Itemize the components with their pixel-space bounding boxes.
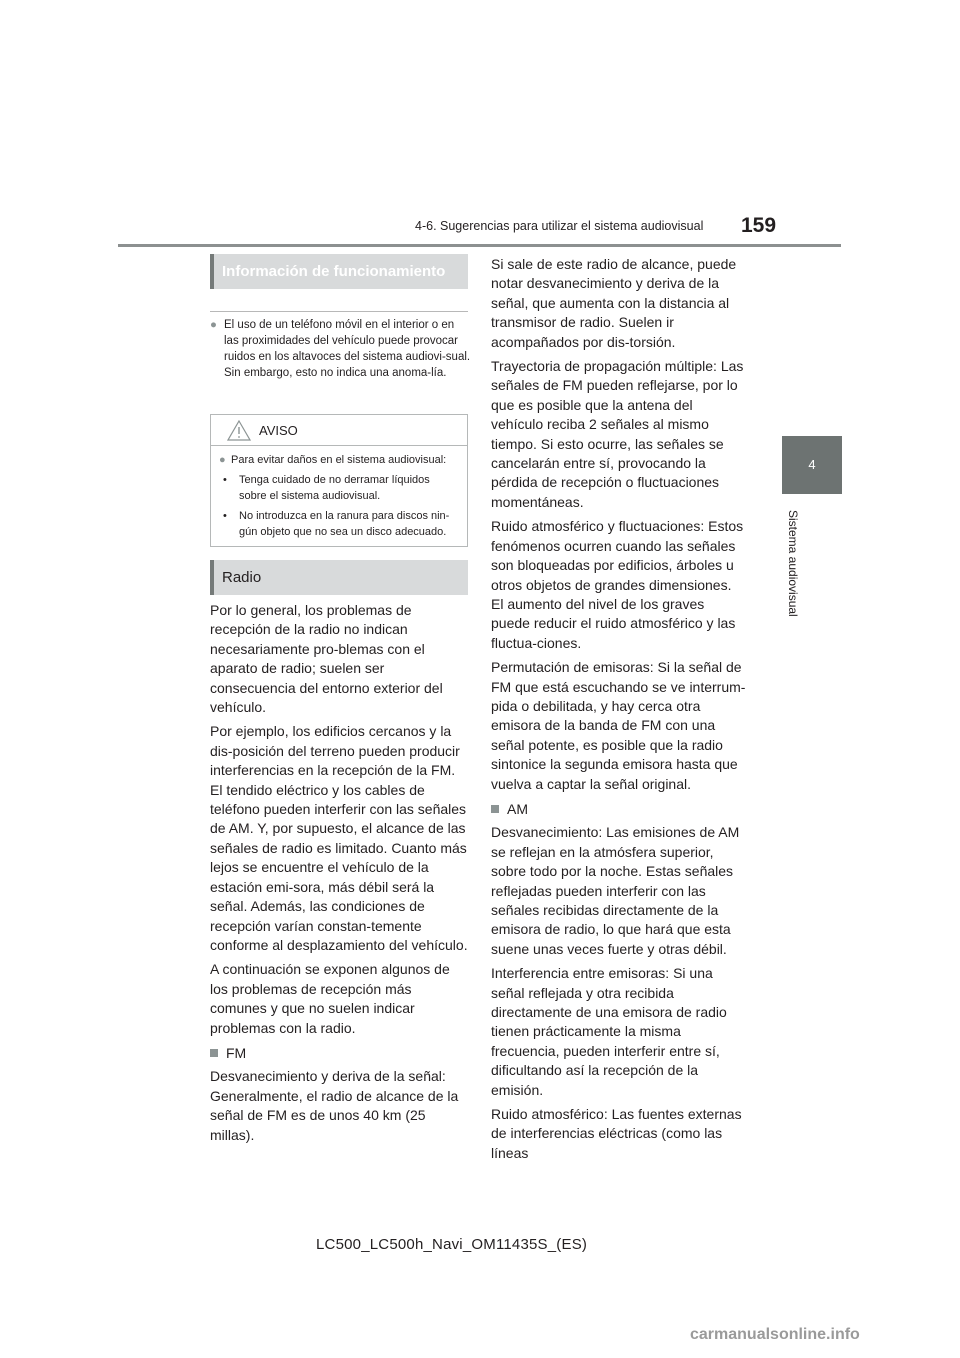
bullet-icon: ● (210, 319, 217, 331)
footer-doc-code: LC500_LC500h_Navi_OM11435S_(ES) (316, 1236, 588, 1253)
radio-section-heading: Radio (210, 560, 468, 595)
aviso-item-text: Tenga cuidado de no derramar líquidos sobre el sistema audiovisual. (239, 474, 430, 502)
paragraph: Permutación de emisoras: Si la señal de FM que está escuchando se ve interrum-pida o debilitada, y hay cerca otra emisora de la banda de FM con una señal potente, es posible que la radio sintonice la segunda emisora hasta que vuelva a captar la señal original. (491, 659, 746, 792)
aviso-bullet (219, 452, 459, 468)
running-header-section: 4-6. Sugerencias para utilizar el sistema audiovisual (415, 219, 704, 233)
aviso-item-text: No introduzca en la ranura para discos nin-gún objeto que no sea un disco adecuado. (239, 510, 450, 538)
aviso-item (219, 508, 459, 540)
header-rule (118, 244, 841, 247)
bullet-icon: ● (219, 454, 226, 466)
paragraph: Por ejemplo, los edificios cercanos y la dis-posición del terreno pueden producir interferencias en la recepción de la FM. El tendido eléctrico y los cables de teléfono pueden interferir con las señales de AM. Y, por supuesto, el alcance de las señales de radio es limitado. Cuanto más lejos se encuentre el vehículo de la estación emi-sora, más débil será la señal. Además, las condiciones de recepción varían constan-temente conforme al desplazamiento del vehículo. (210, 723, 468, 953)
watermark[interactable]: carmanualsonline.info (690, 1326, 860, 1343)
section-divider (210, 311, 468, 312)
square-bullet-icon (491, 805, 499, 813)
chapter-tab-label: Sistema audiovisual (786, 510, 800, 617)
aviso-box (210, 414, 468, 547)
dot-icon: • (223, 474, 227, 486)
aviso-item (219, 472, 459, 504)
paragraph: Ruido atmosférico y fluctuaciones: Estos fenómenos ocurren cuando las señales son bloqueadas por edificios, árboles u otros objetos de grandes dimensiones. El aumento del nivel de los graves puede reducir el ruido atmosférico y las fluctua-ciones. (491, 518, 744, 651)
paragraph: Desvanecimiento: Las emisiones de AM se reflejan en la atmósfera superior, sobre todo por la noche. Estas señales reflejadas pueden interferir con las señales recibidas directamente de la emisora de radio, lo que hará que esta suene unas veces fuerte y otras débil. (491, 824, 740, 957)
paragraph: Por lo general, los problemas de recepción de la radio no indican necesariamente pro-blemas con el aparato de radio; suelen ser consecuencia del entorno exterior del vehículo. (210, 602, 443, 716)
info-bullet-text: El uso de un teléfono móvil en el interior o en las proximidades del vehículo puede provocar ruidos en los altavoces del sistema audiovi-sual. Sin embargo, esto no indica una anoma-lía. (224, 319, 471, 379)
chapter-tab[interactable]: 4 (782, 436, 842, 494)
aviso-header (211, 415, 467, 446)
paragraph: Trayectoria de propagación múltiple: Las señales de FM pueden reflejarse, por lo que es posible que la antena del vehículo reciba 2 señales al mismo tiempo. Si esto ocurre, las señales se cancelarán entre sí, provocando la pérdida de recepción o fluctuaciones momentáneas. (491, 358, 744, 510)
paragraph: Si sale de este radio de alcance, puede notar desvanecimiento y deriva de la señal, que aumenta con la distancia al transmisor de radio. Suelen ir acompañados por dis-torsión. (491, 256, 737, 350)
warning-icon (227, 420, 251, 441)
page-number: 159 (741, 214, 777, 237)
paragraph: Desvanecimiento y deriva de la señal: Generalmente, el radio de alcance de la señal de FM es de unos 40 km (25 millas). (210, 1068, 459, 1143)
info-section-heading: Información de funcionamiento (210, 254, 468, 289)
dot-icon: • (223, 510, 227, 522)
paragraph: Interferencia entre emisoras: Si una señal reflejada y otra recibida directamente de una emisora de radio tienen prácticamente la misma frecuencia, pueden interferir entre sí, dificultando así la recepción de la emisión. (491, 965, 727, 1098)
info-bullet (210, 317, 472, 381)
aviso-bullet-text: Para evitar daños en el sistema audiovisual: (231, 454, 447, 466)
fm-subheading: FM (210, 1044, 468, 1063)
aviso-title: AVISO (259, 423, 298, 438)
paragraph: Ruido atmosférico: Las fuentes externas de interferencias eléctricas (como las líneas (491, 1106, 742, 1161)
left-text-column (210, 601, 468, 1150)
am-subheading: AM (491, 800, 747, 819)
square-bullet-icon (210, 1049, 218, 1057)
right-text-column (491, 255, 747, 1168)
paragraph: A continuación se exponen algunos de los problemas de recepción más comunes y que no suelen indicar problemas con la radio. (210, 961, 450, 1036)
